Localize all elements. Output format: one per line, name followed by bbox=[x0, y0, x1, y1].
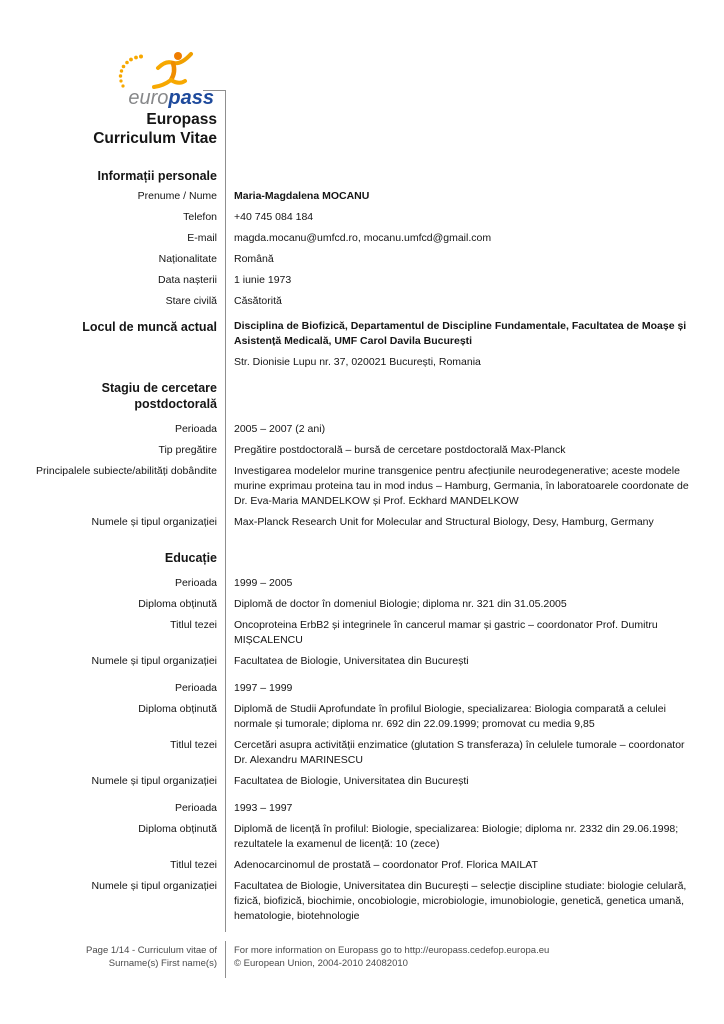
field-value: Diplomă de Studii Aprofundate în profilul Biologie, specializarea: Biologia comparată a celulei normale și tumorale; diploma nr. 692 din 22.09.1999; promovat cu media 9,85 bbox=[234, 703, 666, 730]
row-nationalitate bbox=[0, 252, 724, 267]
page-title-line1: Europass bbox=[146, 111, 217, 128]
work-place: Disciplina de Biofizică, Departamentul de Discipline Fundamentale, Facultatea de Moașe și Asistență Medicală, UMF Carol Davila București bbox=[234, 320, 687, 347]
row-edu2-perioada bbox=[0, 681, 724, 696]
field-label: Perioada bbox=[174, 682, 217, 694]
stagiu-heading-line2: postdoctorală bbox=[134, 397, 217, 411]
field-label: Naționalitate bbox=[158, 253, 217, 265]
field-value: Română bbox=[234, 253, 274, 265]
field-label: Numele și tipul organizației bbox=[91, 655, 217, 667]
logo-pass: pass bbox=[168, 87, 214, 109]
field-label: Stare civilă bbox=[165, 295, 217, 307]
row-postdoc-subiecte bbox=[0, 464, 724, 509]
footer-europass-info bbox=[225, 944, 724, 970]
field-value: Căsătorită bbox=[234, 295, 282, 307]
row-postdoc-perioada bbox=[0, 422, 724, 437]
field-label: Diploma obținută bbox=[138, 598, 217, 610]
page-title-line2: Curriculum Vitae bbox=[93, 130, 217, 147]
footer-page-number: Page 1/14 - Curriculum vitae of bbox=[86, 945, 217, 956]
field-value: 2005 – 2007 (2 ani) bbox=[234, 423, 326, 435]
row-edu2-diploma bbox=[0, 702, 724, 732]
row-postdoc-organizatie bbox=[0, 515, 724, 530]
row-edu2-titlul-tezei bbox=[0, 738, 724, 768]
field-value: Diplomă de doctor în domeniul Biologie; diploma nr. 321 din 31.05.2005 bbox=[234, 598, 567, 610]
field-label: Numele și tipul organizației bbox=[91, 880, 217, 892]
field-label: Locul de muncă actual bbox=[82, 320, 217, 334]
field-value: Pregătire postdoctorală – bursă de cercetare postdoctorală Max-Planck bbox=[234, 444, 566, 456]
field-label: Perioada bbox=[174, 577, 217, 589]
row-telefon bbox=[0, 210, 724, 225]
footer-europass-url: For more information on Europass go to http://europass.cedefop.europa.eu bbox=[234, 945, 550, 956]
field-value: 1 iunie 1973 bbox=[234, 274, 292, 286]
field-label: Perioada bbox=[174, 802, 217, 814]
field-value: Adenocarcinomul de prostată – coordonator Prof. Florica MAILAT bbox=[234, 859, 538, 871]
field-label: Tip pregătire bbox=[158, 444, 217, 456]
field-value: 1999 – 2005 bbox=[234, 577, 293, 589]
field-value: Facultatea de Biologie, Universitatea din București bbox=[234, 655, 469, 667]
row-edu3-diploma bbox=[0, 822, 724, 852]
row-edu3-titlul-tezei bbox=[0, 858, 724, 873]
field-value: Oncoproteina ErbB2 și integrinele în cancerul mamar și gastric – coordonator Prof. Dumitru MIȘCALENCU bbox=[234, 619, 658, 646]
page-title-row bbox=[0, 110, 724, 148]
logo-euro: euro bbox=[128, 87, 169, 109]
row-prenume-nume bbox=[0, 189, 724, 204]
row-stare-civila bbox=[0, 294, 724, 309]
field-label: Data nașterii bbox=[158, 274, 217, 286]
row-edu1-organizatie bbox=[0, 654, 724, 669]
field-label: Prenume / Nume bbox=[137, 190, 217, 202]
field-label: Numele și tipul organizației bbox=[91, 775, 217, 787]
field-value: Investigarea modelelor murine transgenice pentru afecțiunile neurodegenerative; aceste modele murine exprimau proteina tau in mod indus – Hamburg, Germania, în laboratoarele coordonate de Dr. Eva-Maria MANDELKOW și Prof. Eckhard MANDELKOW bbox=[234, 465, 689, 507]
page-footer bbox=[0, 944, 724, 970]
field-label: Numele și tipul organizației bbox=[91, 516, 217, 528]
field-value: Cercetări asupra activității enzimatice (glutation S transferaza) în celulele tumorale – coordonator Dr. Alexandru MARINESCU bbox=[234, 739, 685, 766]
footer-page-info bbox=[0, 944, 225, 970]
row-edu3-organizatie bbox=[0, 879, 724, 924]
row-edu2-organizatie bbox=[0, 774, 724, 789]
field-value bbox=[225, 319, 724, 370]
field-label: E-mail bbox=[187, 232, 217, 244]
row-edu3-perioada bbox=[0, 801, 724, 816]
field-value: +40 745 084 184 bbox=[234, 211, 314, 223]
section-heading-stagiu-postdoctoral bbox=[0, 380, 724, 412]
field-label: Perioada bbox=[174, 423, 217, 435]
footer-copyright: © European Union, 2004-2010 24082010 bbox=[234, 958, 408, 969]
field-value: Max-Planck Research Unit for Molecular and Structural Biology, Desy, Hamburg, Germany bbox=[234, 516, 654, 528]
field-value: magda.mocanu@umfcd.ro, mocanu.umfcd@gmail.com bbox=[234, 232, 492, 244]
field-value: 1993 – 1997 bbox=[234, 802, 293, 814]
field-label: Diploma obținută bbox=[138, 823, 217, 835]
row-postdoc-tip-pregatire bbox=[0, 443, 724, 458]
field-value: Maria-Magdalena MOCANU bbox=[234, 190, 370, 202]
field-value: Diplomă de licență în profilul: Biologie, specializarea: Biologie; diploma nr. 2332 din 29.06.1998; rezultatele la examenul de licență: 10 (zece) bbox=[234, 823, 679, 850]
section-heading-informatii-personale: Informații personale bbox=[97, 169, 217, 183]
field-value: 1997 – 1999 bbox=[234, 682, 293, 694]
row-edu1-titlul-tezei bbox=[0, 618, 724, 648]
section-heading-educatie: Educație bbox=[164, 551, 217, 565]
row-email bbox=[0, 231, 724, 246]
page-title bbox=[0, 110, 225, 148]
field-label: Principalele subiecte/abilități dobândite bbox=[36, 465, 217, 477]
footer-name-placeholder: Surname(s) First name(s) bbox=[108, 958, 217, 969]
work-address: Str. Dionisie Lupu nr. 37, 020021 București, Romania bbox=[234, 356, 481, 368]
field-label: Titlul tezei bbox=[170, 739, 217, 751]
field-label: Titlul tezei bbox=[170, 859, 217, 871]
field-label: Titlul tezei bbox=[170, 619, 217, 631]
field-value: Facultatea de Biologie, Universitatea din București bbox=[234, 775, 469, 787]
field-label: Telefon bbox=[183, 211, 217, 223]
row-edu1-diploma bbox=[0, 597, 724, 612]
field-value: Facultatea de Biologie, Universitatea din București – selecție discipline studiate: biologie celulară, fizică, biofizică, biochimie, oncobiologie, microbiologie, imunobiologie, genetică, genetica umană, hematologie, biotehnologie bbox=[234, 880, 687, 922]
row-edu1-perioada bbox=[0, 576, 724, 591]
stagiu-heading-line1: Stagiu de cercetare bbox=[101, 381, 217, 395]
field-label: Diploma obținută bbox=[138, 703, 217, 715]
row-locul-de-munca bbox=[0, 319, 724, 370]
row-data-nasterii bbox=[0, 273, 724, 288]
